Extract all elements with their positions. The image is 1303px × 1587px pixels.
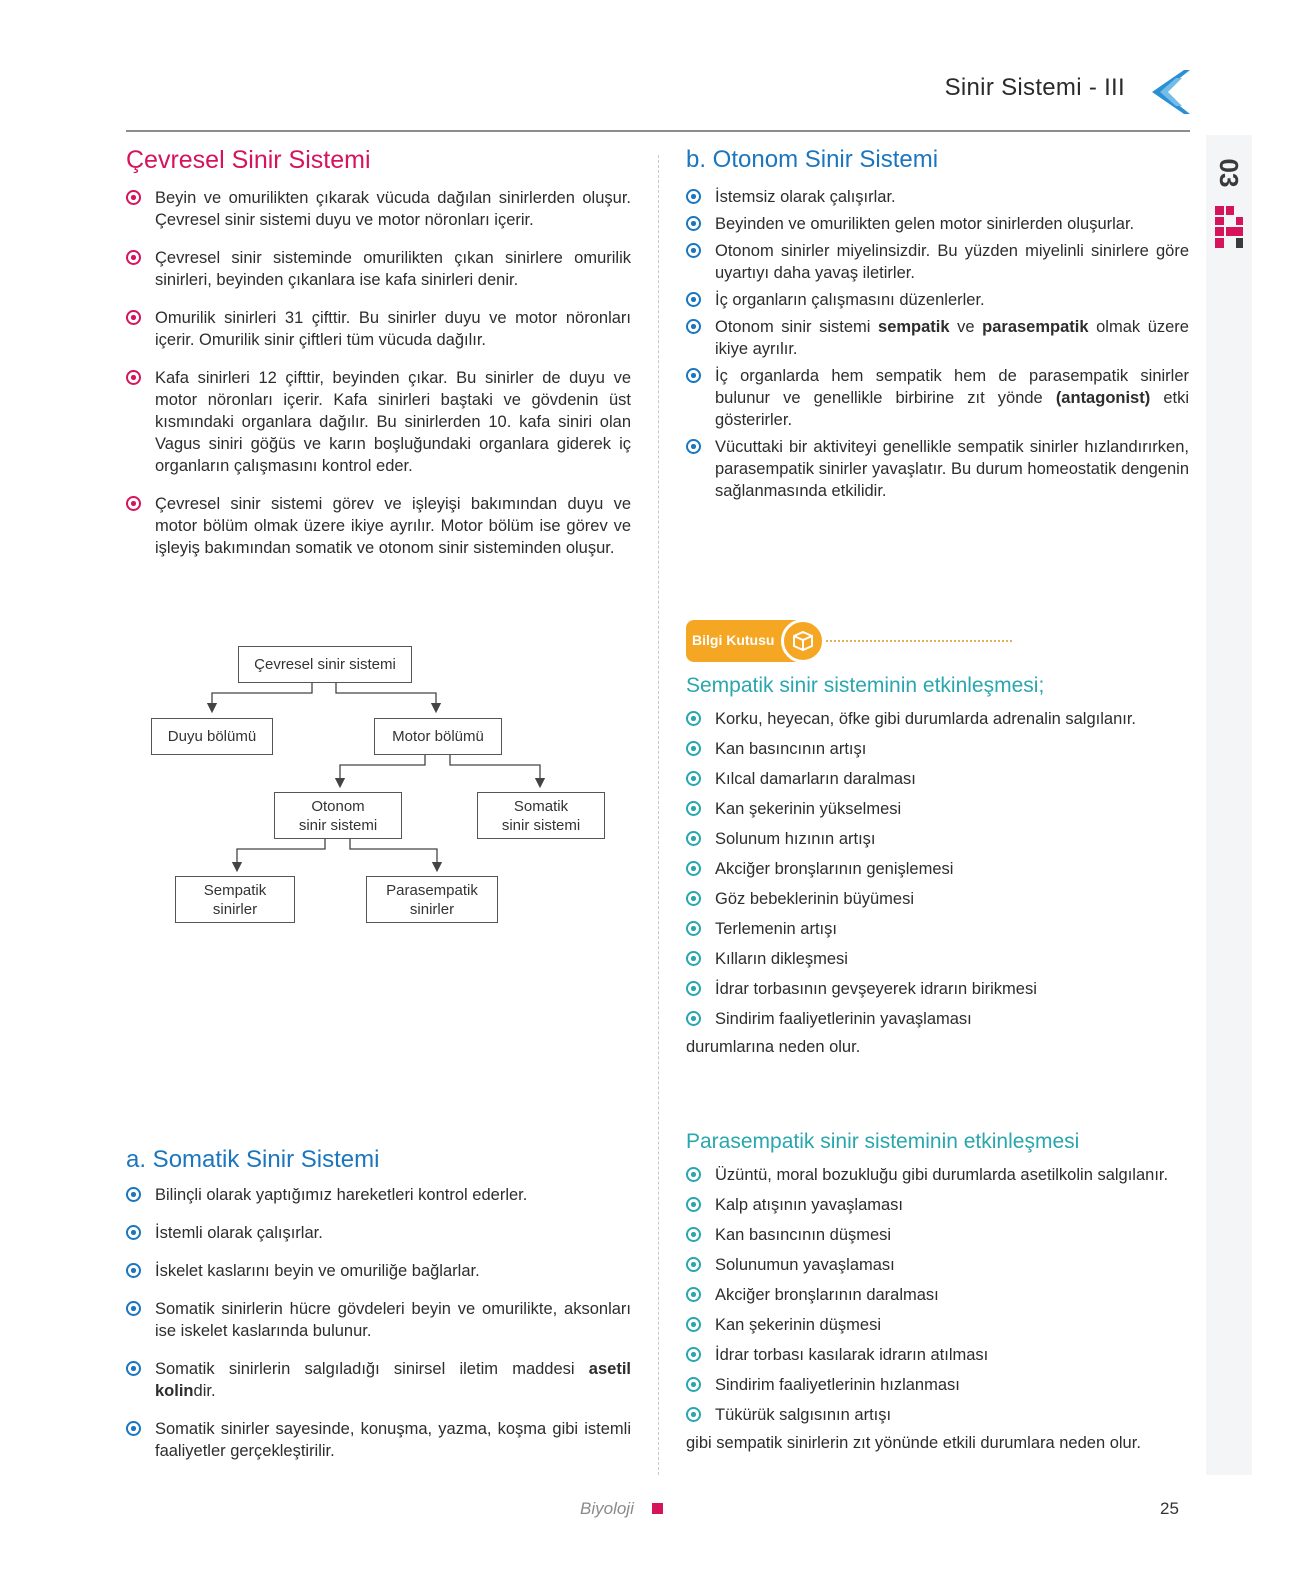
list-item: Çevresel sinir sistemi görev ve işleyişi bakımından duyu ve motor bölüm olmak üzere ikiye ayrılır. Motor bölüm ise görev ve işleyiş bakımından somatik ve otonom sinir sisteminden oluşur.: [126, 493, 631, 559]
list-item: İç organlarda hem sempatik hem de parasempatik sinirler bulunur ve genellikle birbirine zıt yönde (antagonist) etki gösterirler.: [686, 365, 1189, 431]
diagram-node-somatik: Somatik sinir sistemi: [477, 792, 605, 839]
target-bullet-icon: [686, 319, 701, 334]
target-bullet-icon: [686, 891, 701, 906]
list-item: Solunumun yavaşlaması: [686, 1254, 1189, 1276]
target-bullet-icon: [686, 1377, 701, 1392]
footer-subject: Biyoloji: [580, 1499, 634, 1518]
list-item: Terlemenin artışı: [686, 918, 1189, 940]
target-bullet-icon: [126, 1361, 141, 1376]
list-item: Somatik sinirlerin hücre gövdeleri beyin ve omurilikte, aksonları ise iskelet kaslarında bulunur.: [126, 1298, 631, 1342]
diagram-node-sempatik: Sempatik sinirler: [175, 876, 295, 923]
target-bullet-icon: [686, 1347, 701, 1362]
parasempatik-list: [686, 1164, 1189, 1426]
otonom-heading: b. Otonom Sinir Sistemi: [686, 146, 939, 173]
target-bullet-icon: [686, 801, 701, 816]
diagram-node-cevresel: Çevresel sinir sistemi: [238, 646, 412, 683]
list-item: Otonom sinir sistemi sempatik ve parasempatik olmak üzere ikiye ayrılır.: [686, 316, 1189, 360]
target-bullet-icon: [686, 861, 701, 876]
list-item: Sindirim faaliyetlerinin yavaşlaması: [686, 1008, 1189, 1030]
parasempatik-heading: Parasempatik sinir sisteminin etkinleşmesi: [686, 1130, 1080, 1153]
sempatik-list: [686, 708, 1189, 1030]
list-item: İstemli olarak çalışırlar.: [126, 1222, 631, 1244]
list-item: Kafa sinirleri 12 çifttir, beyinden çıkar. Bu sinirler de duyu ve motor nöronları içerir. Kafa sinirleri baştaki ve gövdenin üst kısmındaki organlara dağılır. Bu sinirlerden 10. kafa siniri olan Vagus siniri göğüs ve karın boşluğundaki organlara giderek iç organların çalışmasını kontrol eder.: [126, 367, 631, 477]
list-item: Otonom sinirler miyelinsizdir. Bu yüzden miyelinli sinirlere göre uyartıyı daha yavaş iletirler.: [686, 240, 1189, 284]
list-item: Beyin ve omurilikten çıkarak vücuda dağılan sinirlerden oluşur. Çevresel sinir sistemi duyu ve motor nöronları içerir.: [126, 187, 631, 231]
otonom-section: [686, 146, 1189, 507]
target-bullet-icon: [686, 439, 701, 454]
list-item: Korku, heyecan, öfke gibi durumlarda adrenalin salgılanır.: [686, 708, 1189, 730]
list-item: İskelet kaslarını beyin ve omuriliğe bağlarlar.: [126, 1260, 631, 1282]
page-number: 25: [1160, 1499, 1179, 1518]
list-item: Bilinçli olarak yaptığımız hareketleri kontrol ederler.: [126, 1184, 631, 1206]
fasikul-logo-icon: [1213, 204, 1245, 252]
list-item: Kalp atışının yavaşlaması: [686, 1194, 1189, 1216]
target-bullet-icon: [126, 1187, 141, 1202]
target-bullet-icon: [686, 189, 701, 204]
list-item: Beyinden ve omurilikten gelen motor sinirlerden oluşurlar.: [686, 213, 1189, 235]
chevron-left-icon: [1146, 68, 1192, 116]
list-item: Kılların dikleşmesi: [686, 948, 1189, 970]
target-bullet-icon: [126, 190, 141, 205]
target-bullet-icon: [126, 496, 141, 511]
target-bullet-icon: [126, 250, 141, 265]
list-item: İstemsiz olarak çalışırlar.: [686, 186, 1189, 208]
target-bullet-icon: [126, 1421, 141, 1436]
diagram-node-otonom: Otonom sinir sistemi: [274, 792, 402, 839]
list-item: Çevresel sinir sisteminde omurilikten çıkan sinirlere omurilik sinirleri, beyinden çıkanlara ise kafa sinirleri denir.: [126, 247, 631, 291]
cevresel-heading: Çevresel Sinir Sistemi: [126, 146, 371, 174]
footer-square-icon: [652, 1503, 663, 1514]
list-item: Kan basıncının artışı: [686, 738, 1189, 760]
target-bullet-icon: [686, 243, 701, 258]
list-item: Sindirim faaliyetlerinin hızlanması: [686, 1374, 1189, 1396]
target-bullet-icon: [686, 292, 701, 307]
list-item: Kan şekerinin yükselmesi: [686, 798, 1189, 820]
list-item: Omurilik sinirleri 31 çifttir. Bu sinirler duyu ve motor nöronları içerir. Omurilik sinir çiftleri tüm vücuda dağılır.: [126, 307, 631, 351]
list-item: Kılcal damarların daralması: [686, 768, 1189, 790]
parasempatik-section: [686, 1130, 1189, 1454]
target-bullet-icon: [126, 1263, 141, 1278]
target-bullet-icon: [686, 1227, 701, 1242]
target-bullet-icon: [686, 921, 701, 936]
bilgi-dotted-line: [826, 640, 1012, 642]
list-item: Üzüntü, moral bozukluğu gibi durumlarda asetilkolin salgılanır.: [686, 1164, 1189, 1186]
header-divider: [126, 130, 1190, 132]
diagram-node-motor: Motor bölümü: [374, 718, 502, 755]
target-bullet-icon: [686, 1011, 701, 1026]
target-bullet-icon: [126, 310, 141, 325]
target-bullet-icon: [686, 951, 701, 966]
list-item: İç organların çalışmasını düzenlerler.: [686, 289, 1189, 311]
list-item: İdrar torbasının gevşeyerek idrarın birikmesi: [686, 978, 1189, 1000]
somatik-list: [126, 1184, 631, 1462]
list-item: Vücuttaki bir aktiviteyi genellikle sempatik sinirler hızlandırırken, parasempatik sinirler yavaşlatır. Bu durum homeostatik dengenin sağlanmasında etkilidir.: [686, 436, 1189, 502]
cevresel-section: [126, 146, 631, 575]
bilgi-label: Bilgi Kutusu: [692, 632, 775, 648]
sempatik-heading: Sempatik sinir sisteminin etkinleşmesi;: [686, 674, 1045, 697]
target-bullet-icon: [686, 1257, 701, 1272]
box-icon: [781, 619, 825, 663]
cevresel-list: [126, 187, 631, 559]
target-bullet-icon: [126, 1225, 141, 1240]
somatik-section: [126, 1146, 631, 1478]
target-bullet-icon: [686, 1317, 701, 1332]
somatik-heading: a. Somatik Sinir Sistemi: [126, 1146, 380, 1173]
list-item: Kan basıncının düşmesi: [686, 1224, 1189, 1246]
list-item: İdrar torbası kasılarak idrarın atılması: [686, 1344, 1189, 1366]
target-bullet-icon: [686, 1407, 701, 1422]
list-item: Akciğer bronşlarının genişlemesi: [686, 858, 1189, 880]
parasempatik-closing: gibi sempatik sinirlerin zıt yönünde etkili durumlara neden olur.: [686, 1434, 1141, 1452]
list-item: Somatik sinirler sayesinde, konuşma, yazma, koşma gibi istemli faaliyetler gerçekleştirilir.: [126, 1418, 631, 1462]
list-item: Göz bebeklerinin büyümesi: [686, 888, 1189, 910]
target-bullet-icon: [126, 370, 141, 385]
target-bullet-icon: [686, 1167, 701, 1182]
target-bullet-icon: [686, 981, 701, 996]
sempatik-closing: durumlarına neden olur.: [686, 1038, 861, 1056]
list-item: Kan şekerinin düşmesi: [686, 1314, 1189, 1336]
target-bullet-icon: [126, 1301, 141, 1316]
target-bullet-icon: [686, 741, 701, 756]
target-bullet-icon: [686, 831, 701, 846]
target-bullet-icon: [686, 1287, 701, 1302]
list-item: Tükürük salgısının artışı: [686, 1404, 1189, 1426]
column-divider: [658, 155, 659, 1475]
diagram-node-parasempatik: Parasempatik sinirler: [366, 876, 498, 923]
list-item: Solunum hızının artışı: [686, 828, 1189, 850]
otonom-list: [686, 186, 1189, 502]
diagram-node-duyu: Duyu bölümü: [151, 718, 273, 755]
sempatik-section: [686, 674, 1189, 1058]
target-bullet-icon: [686, 1197, 701, 1212]
target-bullet-icon: [686, 216, 701, 231]
list-item: Somatik sinirlerin salgıladığı sinirsel iletim maddesi asetil kolindir.: [126, 1358, 631, 1402]
page-header-title: Sinir Sistemi - III: [944, 74, 1125, 101]
side-tab-number: 03: [1214, 158, 1244, 188]
target-bullet-icon: [686, 368, 701, 383]
list-item: Akciğer bronşlarının daralması: [686, 1284, 1189, 1306]
side-tab: [1206, 135, 1252, 1475]
target-bullet-icon: [686, 711, 701, 726]
target-bullet-icon: [686, 771, 701, 786]
